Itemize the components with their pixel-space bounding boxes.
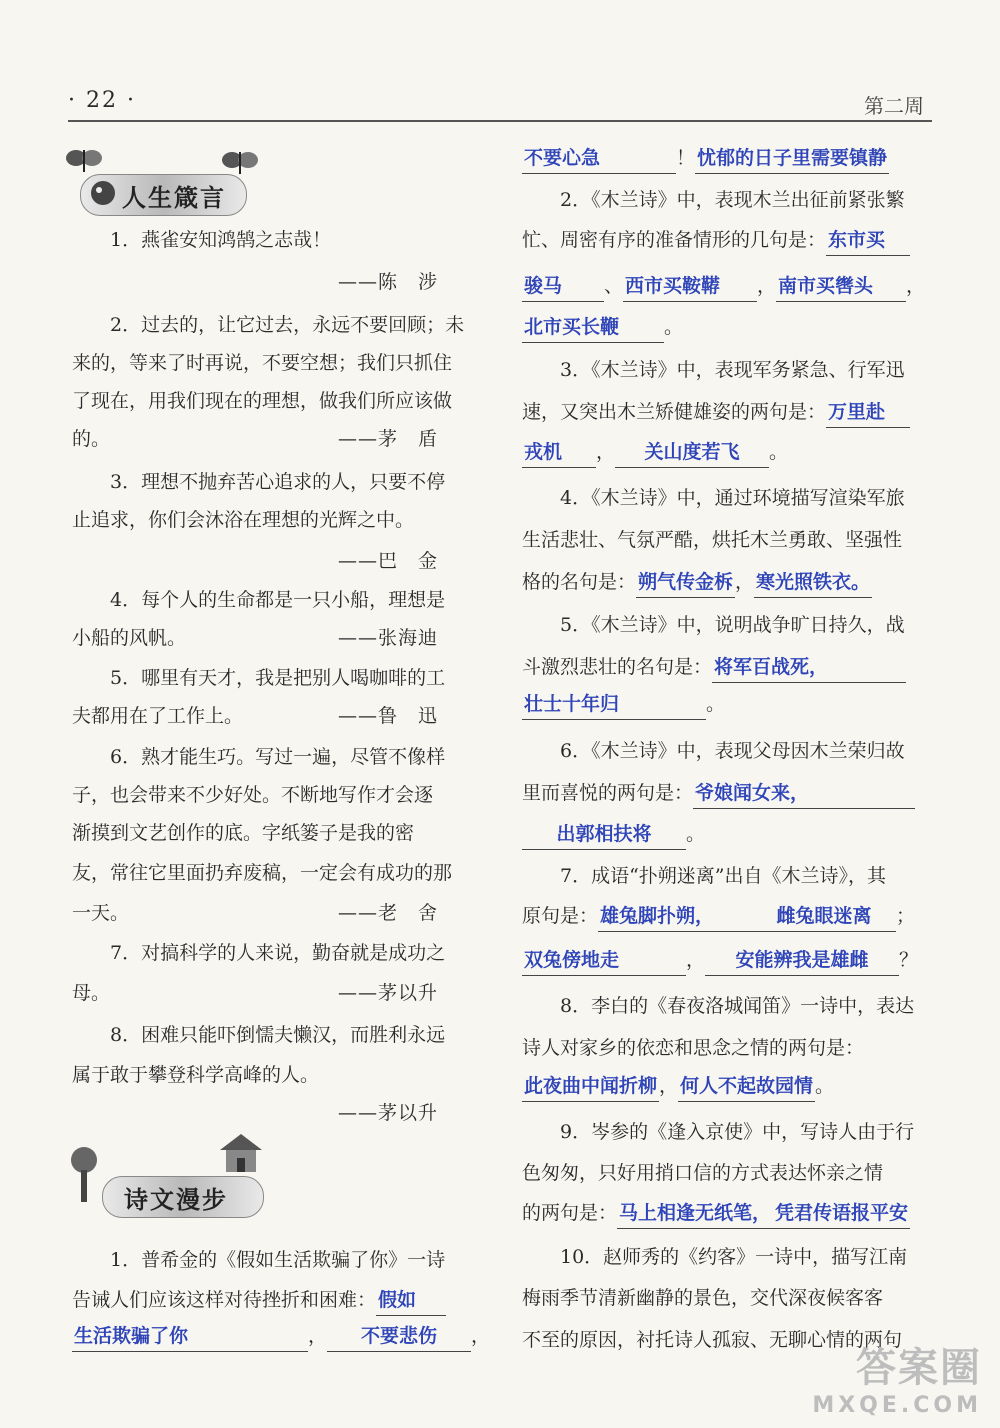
answer-blank: 爷娘闻女来， <box>693 778 915 809</box>
punctuation: ； <box>896 905 916 927</box>
question-line: 7．成语“扑朔迷离”出自《木兰诗》，其 <box>560 865 887 887</box>
motto-line: 渐摸到文艺创作的底。字纸篓子是我的密 <box>72 822 415 844</box>
question-line <box>522 307 930 347</box>
motto-author: ——鲁 迅 <box>337 705 438 727</box>
question-line: 6．《木兰诗》中，表现父母因木兰荣归故 <box>560 740 905 762</box>
watermark-url: MXQE.COM <box>812 1393 982 1418</box>
bee-icon <box>86 176 120 210</box>
answer-blank: 壮士十年归 <box>522 689 706 720</box>
question-line <box>522 896 930 936</box>
motto-line: 1．燕雀安知鸿鹄之志哉！ <box>110 229 332 251</box>
answer-blank: 雄兔脚扑朔， <box>598 901 752 932</box>
motto-line: 4．每个人的生命都是一只小船，理想是 <box>110 589 446 611</box>
question-line: 双兔傍地走 ， 安能辨我是雄雌 ？ <box>522 940 930 980</box>
motto-line: 友，常往它里面扔弃废稿，一定会有成功的那 <box>72 862 453 884</box>
question-line <box>522 220 930 260</box>
question-line <box>72 1316 491 1356</box>
answer-blank: 万里赴 <box>826 397 910 428</box>
motto-author: ——巴 金 <box>337 550 438 572</box>
answer-blank: 东市买 <box>826 225 910 256</box>
answer-blank: 雌兔眼迷离 <box>752 901 896 932</box>
motto-author: ——陈 涉 <box>337 271 438 293</box>
question-text: 斗激烈悲壮的名句是： <box>522 656 713 678</box>
answer-blank: 北市买长鞭 <box>522 312 664 343</box>
motto-line: 7．对搞科学的人来说，勤奋就是成功之 <box>110 942 446 964</box>
motto-author: ——茅以升 <box>337 1102 438 1124</box>
punctuation: 。 <box>664 316 684 338</box>
punctuation: ， <box>471 1325 491 1347</box>
question-line <box>522 647 930 687</box>
motto-line: 来的，等来了时再说，不要空想；我们只抓住 <box>72 352 453 374</box>
motto-line: 一天。 <box>72 902 130 924</box>
question-line: 骏马 、 西市买鞍鞯 ， 南市买辔头 ， <box>522 266 930 306</box>
butterfly-icon <box>64 146 104 176</box>
question-line: 5．《木兰诗》中，说明战争旷日持久，战 <box>560 614 905 636</box>
answer-blank: 不要悲伤 <box>327 1321 471 1352</box>
header-rule <box>68 120 932 122</box>
question-text: 格的名句是： <box>522 571 637 593</box>
watermark-title: 答案圈 <box>856 1345 982 1391</box>
motto-line: 小船的风帆。 <box>72 627 187 649</box>
question-line: 格的名句是： 朔气传金柝 ， 寒光照铁衣。 <box>522 562 930 602</box>
question-line: 诗人对家乡的依恋和思念之情的两句是： <box>522 1037 865 1059</box>
question-text: 告诫人们应该这样对待挫折和困难： <box>72 1289 377 1311</box>
answer-blank: 南市买辔头 <box>776 271 906 302</box>
question-line: 色匆匆，只好用捎口信的方式表达怀亲之情 <box>522 1162 884 1184</box>
section-header-mottos <box>60 140 280 220</box>
answer-blank: 寒光照铁衣。 <box>754 567 872 598</box>
motto-line: 8．困难只能吓倒懦夫懒汉，而胜利永远 <box>110 1024 446 1046</box>
question-line: 不至的原因，衬托诗人孤寂、无聊心情的两句 <box>522 1329 903 1351</box>
motto-line: 止追求，你们会沐浴在理想的光辉之中。 <box>72 509 415 531</box>
section-title-poems: 诗文漫步 <box>124 1186 228 1214</box>
motto-author: ——茅 盾 <box>337 428 438 450</box>
motto-line: 5．哪里有天才，我是把别人喝咖啡的工 <box>110 667 446 689</box>
answer-blank: 关山度若飞 <box>615 437 769 468</box>
question-line: 2．《木兰诗》中，表现木兰出征前紧张繁 <box>560 189 905 211</box>
question-line: 9．岑参的《逢入京使》中，写诗人由于行 <box>560 1121 915 1143</box>
question-line: 戎机 ， 关山度若飞 。 <box>522 432 930 472</box>
answer-blank: 假如 <box>376 1285 446 1316</box>
section-title-mottos: 人生箴言 <box>122 184 226 212</box>
answer-blank: 凭君传语报平安 <box>773 1198 910 1229</box>
question-text: 里而喜悦的两句是： <box>522 782 694 804</box>
punctuation: ！ <box>676 147 696 169</box>
question-line: 1．普希金的《假如生活欺骗了你》一诗 <box>110 1249 446 1271</box>
answer-blank: 何人不起故园情 <box>678 1071 815 1102</box>
motto-line: 的。 <box>72 428 111 450</box>
question-line: 出郭相扶将 。 <box>522 814 930 854</box>
question-line <box>522 1193 930 1233</box>
page-number: · 22 · <box>68 88 136 113</box>
motto-line: 属于敢于攀登科学高峰的人。 <box>72 1064 320 1086</box>
punctuation: ？ <box>899 949 919 971</box>
question-line <box>522 773 930 813</box>
tree-icon <box>66 1144 102 1204</box>
question-line <box>522 138 930 178</box>
question-text: 原句是： <box>522 905 599 927</box>
question-line: 4．《木兰诗》中，通过环境描写渲染军旅 <box>560 487 905 509</box>
question-line: 生活悲壮、气氛严酷，烘托木兰勇敢、坚强性 <box>522 529 903 551</box>
answer-blank: 朔气传金柝 <box>636 567 735 598</box>
question-line <box>522 392 930 432</box>
answer-blank: 此夜曲中闻折柳 <box>522 1071 659 1102</box>
question-line: 此夜曲中闻折柳 ， 何人不起故园情 。 <box>522 1066 930 1106</box>
answer-blank: 安能辨我是雄雌 <box>705 945 899 976</box>
question-line: 壮士十年归 。 <box>522 684 930 724</box>
answer-blank: 忧郁的日子里需要镇静 <box>695 143 889 174</box>
motto-line: 2．过去的，让它过去，永远不要回顾；未 <box>110 314 465 336</box>
answer-blank: 西市买鞍鞯 <box>623 271 757 302</box>
question-text: 的两句是： <box>522 1202 618 1224</box>
question-line: 8．李白的《春夜洛城闻笛》一诗中，表达 <box>560 995 915 1017</box>
answer-blank: 戎机 <box>522 437 596 468</box>
week-label: 第二周 <box>864 94 924 118</box>
motto-author: ——茅以升 <box>337 982 438 1004</box>
answer-blank: 马上相逢无纸笔， <box>617 1198 773 1229</box>
answer-blank: 不要心急 <box>522 143 676 174</box>
question-text: 速，又突出木兰矫健雄姿的两句是： <box>522 401 827 423</box>
motto-line: 3．理想不抛弃苦心追求的人，只要不停 <box>110 471 446 493</box>
motto-author: ——老 舍 <box>337 902 438 924</box>
motto-author: ——张海迪 <box>337 627 438 649</box>
answer-blank: 双兔傍地走 <box>522 945 686 976</box>
answer-blank: 出郭相扶将 <box>522 819 686 850</box>
motto-line: 子，也会带来不少好处。不断地写作才会逐 <box>72 784 434 806</box>
motto-line: 了现在，用我们现在的理想，做我们所应该做 <box>72 390 453 412</box>
question-text: 忙、周密有序的准备情形的几句是： <box>522 229 827 251</box>
motto-line: 6．熟才能生巧。写过一遍，尽管不像样 <box>110 746 446 768</box>
motto-line: 夫都用在了工作上。 <box>72 705 244 727</box>
answer-blank: 骏马 <box>522 271 604 302</box>
answer-blank: 将军百战死， <box>712 652 906 683</box>
site-watermark <box>812 1336 982 1418</box>
pavilion-icon <box>216 1130 266 1178</box>
punctuation: ， <box>308 1325 328 1347</box>
answer-blank: 生活欺骗了你 <box>72 1321 308 1352</box>
question-line: 10．赵师秀的《约客》一诗中，描写江南 <box>560 1246 908 1268</box>
motto-line: 母。 <box>72 982 111 1004</box>
question-line <box>72 1280 478 1320</box>
question-line: 梅雨季节清新幽静的景色，交代深夜候客客 <box>522 1287 884 1309</box>
question-line: 3．《木兰诗》中，表现军务紧急、行军迅 <box>560 359 905 381</box>
section-header-poems <box>66 1130 286 1220</box>
